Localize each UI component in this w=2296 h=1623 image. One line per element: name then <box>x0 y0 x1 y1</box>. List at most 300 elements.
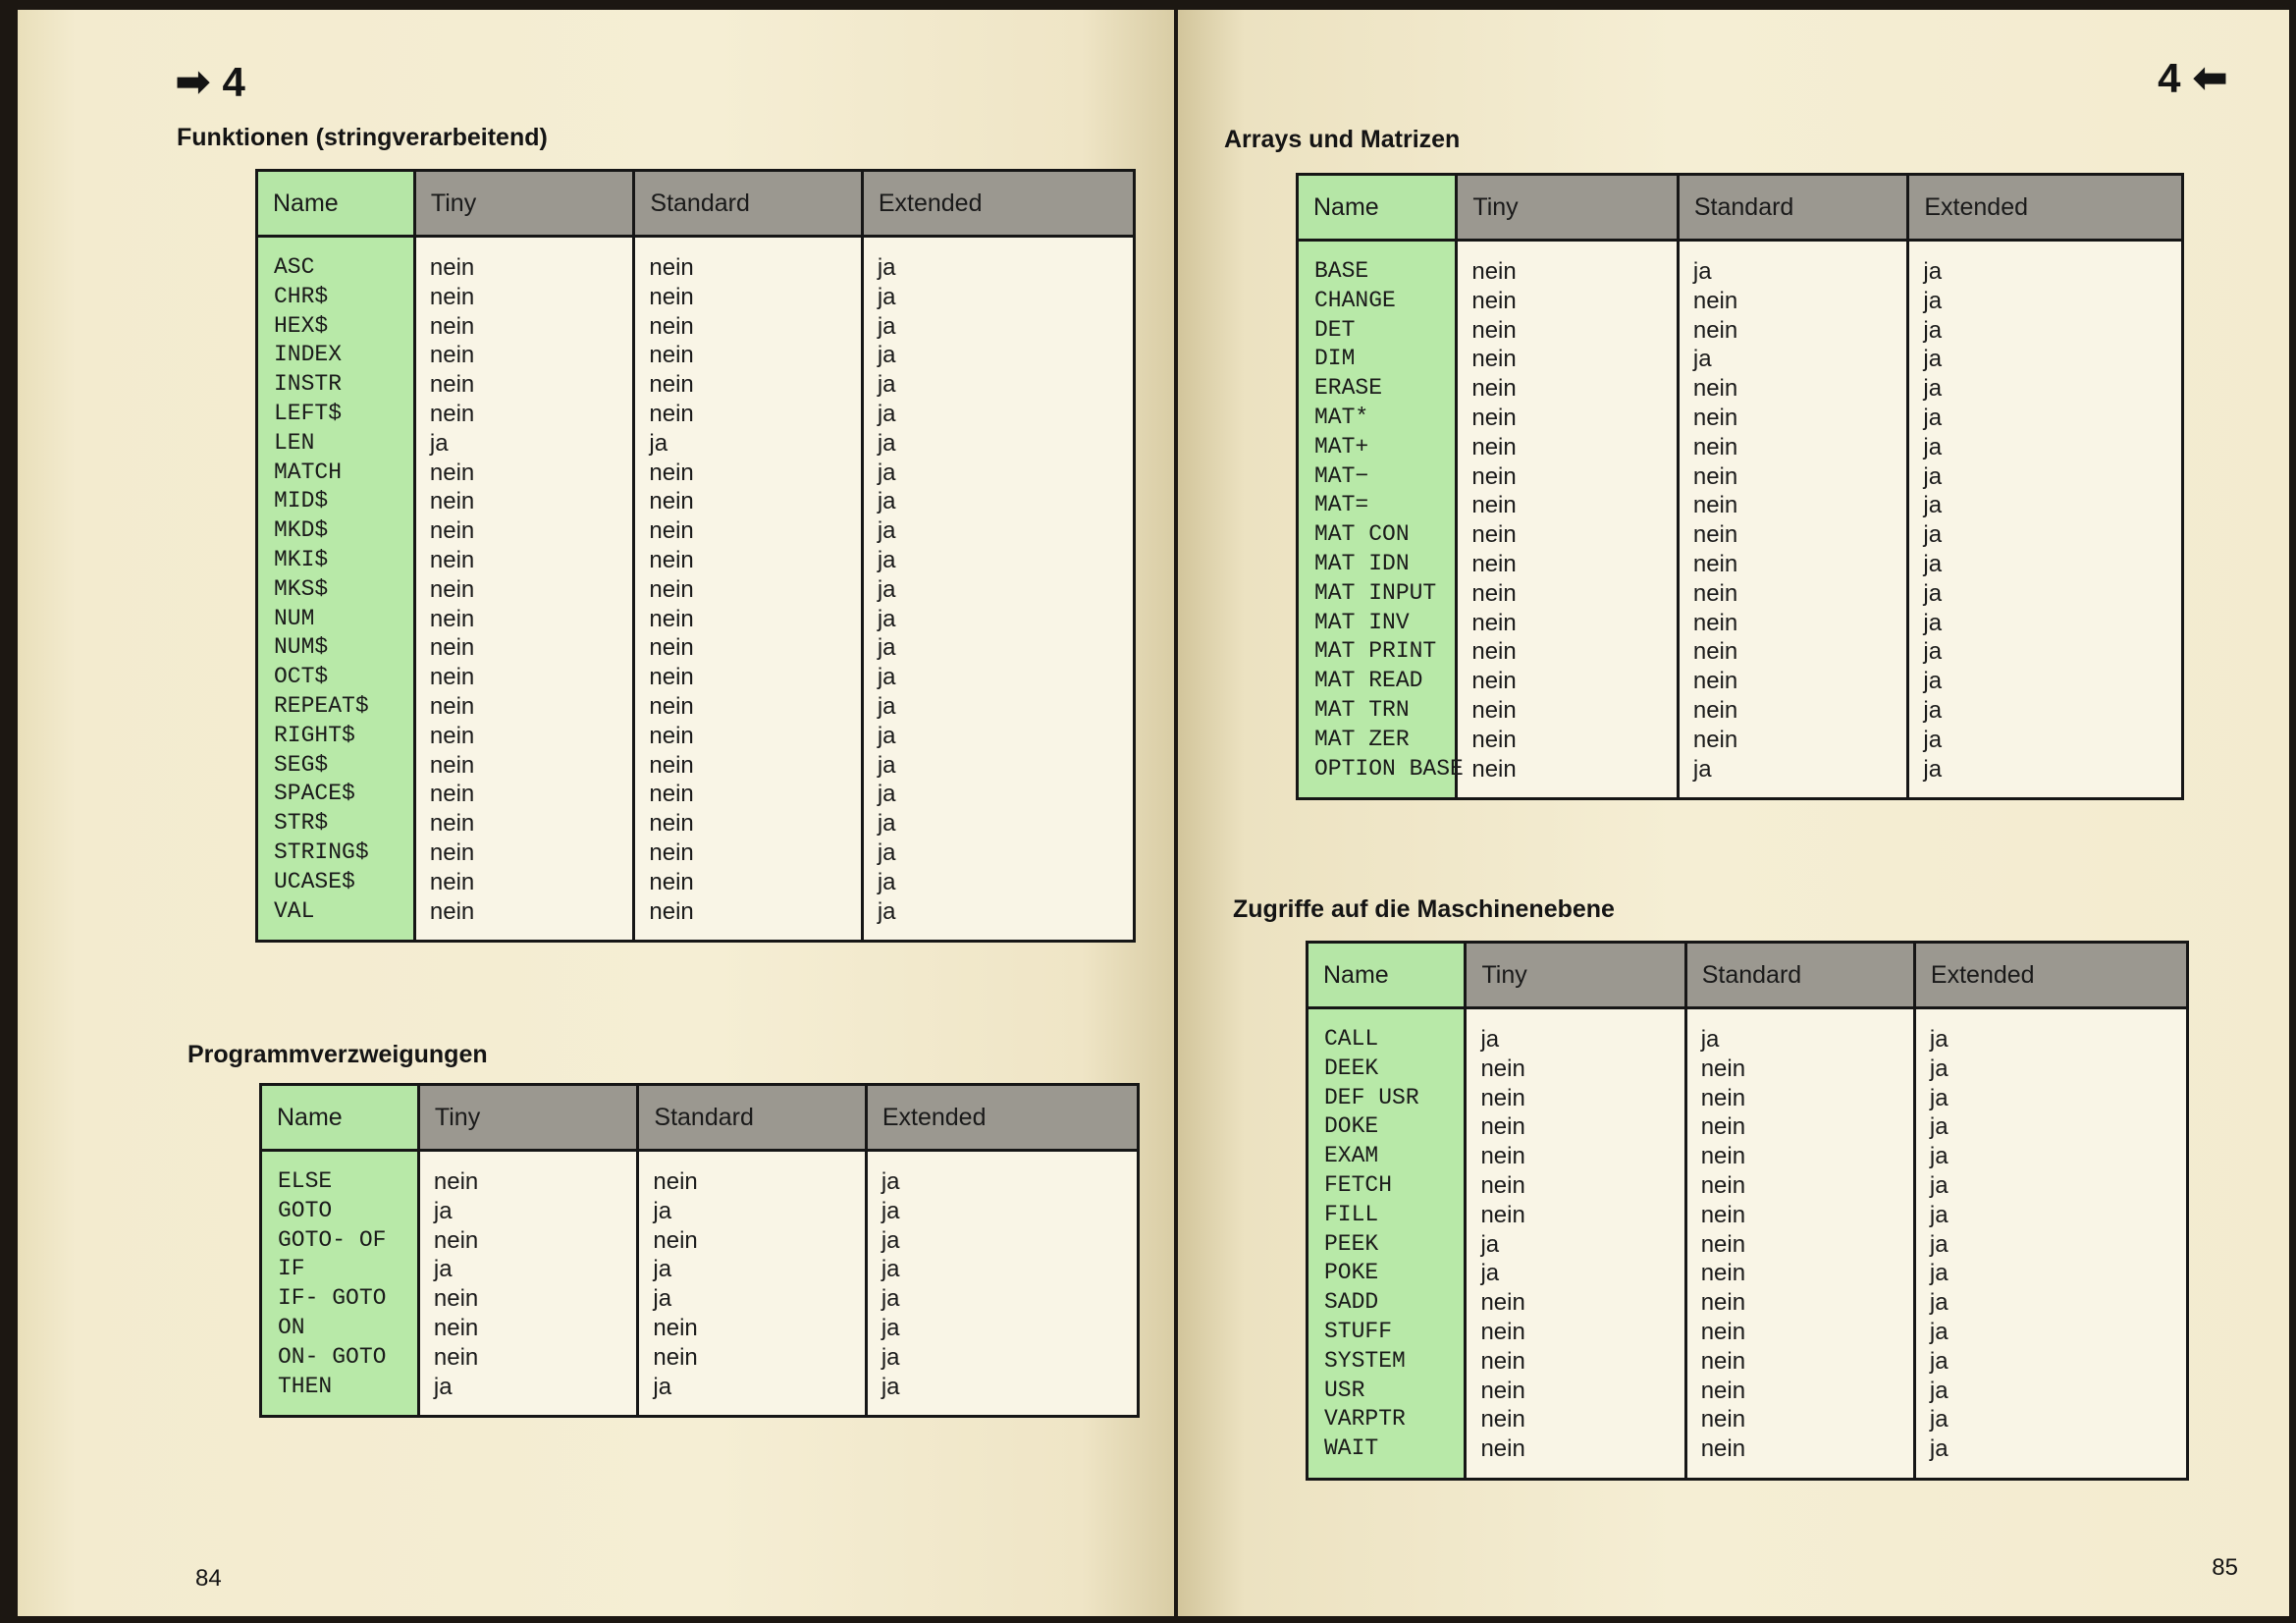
keyword-cell: RIGHT$ <box>274 722 355 748</box>
column-header-standard: Standard <box>1678 175 1908 241</box>
support-cell: nein <box>653 1226 698 1254</box>
support-cell: ja <box>1929 1055 1949 1082</box>
keyword-cell: MAT INV <box>1314 609 1410 635</box>
support-cell: ja <box>1923 316 1943 344</box>
column-header-standard: Standard <box>634 171 862 237</box>
support-cell: nein <box>1700 1230 1746 1258</box>
support-cell: ja <box>1929 1289 1949 1317</box>
column-extended <box>866 1151 1138 1417</box>
keyword-cell: THEN <box>278 1373 333 1399</box>
support-cell: ja <box>877 692 896 720</box>
support-cell: nein <box>1700 1055 1746 1082</box>
section-title: Programmverzweigungen <box>187 1041 488 1068</box>
support-cell: ja <box>653 1285 672 1313</box>
support-cell: ja <box>877 575 896 603</box>
support-cell: nein <box>433 1285 479 1313</box>
support-cell: ja <box>881 1197 900 1224</box>
chapter-number: 4 <box>222 59 245 105</box>
support-cell: ja <box>881 1168 900 1195</box>
column-names <box>261 1151 419 1417</box>
keyword-cell: UCASE$ <box>274 868 355 894</box>
support-cell: ja <box>1923 433 1943 460</box>
support-cell: nein <box>1471 609 1517 636</box>
column-header-extended: Extended <box>862 171 1134 237</box>
right-page <box>1178 10 2289 1616</box>
column-header-tiny: Tiny <box>1457 175 1679 241</box>
support-cell: ja <box>1692 258 1712 285</box>
column-extended <box>1914 1008 2187 1480</box>
support-cell: ja <box>877 664 896 691</box>
column-names <box>257 237 415 942</box>
support-cell: nein <box>429 254 475 281</box>
support-cell: ja <box>877 371 896 399</box>
support-cell: ja <box>653 1256 672 1283</box>
keyword-cell: HEX$ <box>274 312 329 339</box>
keyword-cell: MKD$ <box>274 517 329 544</box>
section-title: Arrays und Matrizen <box>1224 126 1461 153</box>
support-cell: ja <box>881 1285 900 1313</box>
support-cell: ja <box>877 634 896 662</box>
support-cell: nein <box>1700 1143 1746 1170</box>
support-cell: nein <box>1471 638 1517 666</box>
support-cell: nein <box>1480 1406 1525 1434</box>
support-cell: nein <box>1700 1347 1746 1375</box>
keyword-cell: POKE <box>1324 1260 1379 1286</box>
support-cell: ja <box>877 517 896 545</box>
page-number: 84 <box>195 1565 222 1592</box>
keyword-cell: MAT IDN <box>1314 550 1410 576</box>
support-cell: ja <box>1923 668 1943 695</box>
support-cell: nein <box>433 1314 479 1341</box>
support-cell: nein <box>1471 726 1517 753</box>
keyword-cell: EXAM <box>1324 1143 1379 1169</box>
support-cell: ja <box>1923 404 1943 431</box>
support-cell: nein <box>1692 375 1738 403</box>
support-cell: ja <box>1929 1026 1949 1053</box>
keyword-cell: CALL <box>1324 1026 1379 1052</box>
body-row <box>261 1151 1139 1417</box>
keyword-cell: MID$ <box>274 488 329 514</box>
support-cell: nein <box>1700 1435 1746 1463</box>
support-cell: ja <box>877 546 896 573</box>
support-cell: ja <box>1923 346 1943 373</box>
column-extended <box>862 237 1134 942</box>
keyword-cell: STRING$ <box>274 839 369 865</box>
keyword-cell: VAL <box>274 897 315 924</box>
column-names <box>1298 241 1464 799</box>
support-cell: nein <box>429 342 475 369</box>
column-tiny <box>414 237 634 942</box>
support-cell: nein <box>653 1314 698 1341</box>
support-cell: nein <box>429 781 475 808</box>
support-cell: ja <box>1692 755 1712 783</box>
keyword-cell: MATCH <box>274 459 343 485</box>
keyword-cell: IF- GOTO <box>278 1285 387 1312</box>
support-cell: nein <box>429 722 475 749</box>
support-cell: ja <box>429 429 449 457</box>
keyword-cell: NUM <box>274 605 315 631</box>
support-cell: ja <box>1923 696 1943 724</box>
keyword-cell: MKI$ <box>274 546 329 572</box>
support-cell: ja <box>1923 375 1943 403</box>
chapter-number: 4 <box>2158 55 2181 101</box>
support-cell: nein <box>1471 462 1517 490</box>
support-cell: nein <box>1471 521 1517 549</box>
column-header-tiny: Tiny <box>1466 943 1685 1008</box>
support-cell: nein <box>429 459 475 486</box>
support-cell: nein <box>429 400 475 427</box>
branching-table <box>259 1083 1140 1418</box>
support-cell: ja <box>1929 1113 1949 1141</box>
support-cell: nein <box>429 371 475 399</box>
support-cell: ja <box>877 605 896 632</box>
support-cell: ja <box>1923 726 1943 753</box>
support-cell: nein <box>1692 609 1738 636</box>
support-cell: nein <box>1700 1289 1746 1317</box>
column-header-standard: Standard <box>638 1085 866 1151</box>
support-cell: ja <box>877 722 896 749</box>
support-cell: nein <box>1700 1084 1746 1111</box>
keyword-cell: SPACE$ <box>274 781 355 807</box>
support-cell: ja <box>433 1197 453 1224</box>
support-cell: nein <box>429 634 475 662</box>
keyword-cell: INDEX <box>274 342 343 368</box>
support-cell: nein <box>1480 1435 1525 1463</box>
header-row <box>1308 943 2188 1008</box>
keyword-cell: REPEAT$ <box>274 692 369 719</box>
support-cell: nein <box>1480 1171 1525 1199</box>
support-cell: nein <box>1700 1171 1746 1199</box>
column-header-name: Name <box>261 1085 419 1151</box>
support-cell: nein <box>1480 1113 1525 1141</box>
arrays-table <box>1296 173 2184 800</box>
support-cell: ja <box>877 400 896 427</box>
body-row <box>257 237 1135 942</box>
support-cell: nein <box>649 692 694 720</box>
keyword-cell: PEEK <box>1324 1230 1379 1257</box>
support-cell: nein <box>1692 579 1738 607</box>
support-cell: nein <box>649 634 694 662</box>
arrow-left-icon: ⬅ <box>2192 53 2228 103</box>
keyword-cell: INSTR <box>274 371 343 398</box>
keyword-cell: LEFT$ <box>274 400 343 426</box>
column-extended <box>1908 241 2183 799</box>
support-cell: nein <box>649 605 694 632</box>
keyword-cell: WAIT <box>1324 1435 1379 1462</box>
support-cell: nein <box>649 459 694 486</box>
support-cell: nein <box>429 312 475 340</box>
support-cell: nein <box>1471 346 1517 373</box>
support-cell: nein <box>1471 316 1517 344</box>
support-cell: ja <box>1923 755 1943 783</box>
support-cell: nein <box>653 1168 698 1195</box>
support-cell: nein <box>1692 316 1738 344</box>
keyword-cell: SEG$ <box>274 751 329 778</box>
support-cell: ja <box>1923 492 1943 519</box>
keyword-cell: MAT* <box>1314 404 1369 430</box>
support-cell: ja <box>1923 258 1943 285</box>
support-cell: ja <box>881 1373 900 1400</box>
support-cell: nein <box>1692 287 1738 314</box>
support-cell: nein <box>429 575 475 603</box>
keyword-cell: DOKE <box>1324 1113 1379 1140</box>
column-header-extended: Extended <box>1914 943 2187 1008</box>
support-cell: nein <box>1471 755 1517 783</box>
keyword-cell: MAT+ <box>1314 433 1369 460</box>
support-cell: nein <box>653 1343 698 1371</box>
support-cell: ja <box>1923 579 1943 607</box>
support-cell: nein <box>1700 1318 1746 1345</box>
keyword-cell: MKS$ <box>274 575 329 602</box>
support-cell: ja <box>433 1373 453 1400</box>
support-cell: ja <box>1929 1377 1949 1404</box>
keyword-cell: SYSTEM <box>1324 1347 1406 1374</box>
support-cell: nein <box>649 312 694 340</box>
keyword-cell: MAT− <box>1314 462 1369 489</box>
support-cell: ja <box>1923 609 1943 636</box>
support-cell: ja <box>881 1256 900 1283</box>
support-cell: nein <box>1471 287 1517 314</box>
support-cell: nein <box>649 868 694 895</box>
support-cell: nein <box>1700 1201 1746 1228</box>
support-cell: nein <box>429 692 475 720</box>
keyword-cell: ERASE <box>1314 375 1383 402</box>
support-cell: ja <box>1929 1347 1949 1375</box>
column-header-extended: Extended <box>1908 175 2183 241</box>
support-cell: nein <box>429 488 475 515</box>
support-cell: nein <box>649 371 694 399</box>
keyword-cell: CHR$ <box>274 283 329 309</box>
support-cell: nein <box>1692 696 1738 724</box>
keyword-cell: BASE <box>1314 258 1369 284</box>
support-cell: nein <box>1471 668 1517 695</box>
support-cell: nein <box>1471 696 1517 724</box>
support-cell: nein <box>1692 521 1738 549</box>
support-cell: nein <box>429 868 475 895</box>
support-cell: ja <box>877 283 896 310</box>
support-cell: nein <box>1471 375 1517 403</box>
support-cell: nein <box>429 810 475 838</box>
support-cell: nein <box>1471 550 1517 577</box>
support-cell: nein <box>649 839 694 866</box>
support-cell: nein <box>649 283 694 310</box>
machine-access-table <box>1306 941 2189 1481</box>
support-cell: ja <box>881 1343 900 1371</box>
section-title: Zugriffe auf die Maschinenebene <box>1233 895 1615 923</box>
column-standard <box>634 237 862 942</box>
support-cell: ja <box>877 342 896 369</box>
support-cell: ja <box>1929 1406 1949 1434</box>
keyword-cell: ON <box>278 1314 305 1340</box>
keyword-cell: LEN <box>274 429 315 456</box>
keyword-cell: DEF USR <box>1324 1084 1419 1110</box>
support-cell: ja <box>1929 1171 1949 1199</box>
support-cell: nein <box>649 664 694 691</box>
functions-table <box>255 169 1136 943</box>
support-cell: ja <box>653 1197 672 1224</box>
support-cell: nein <box>1692 433 1738 460</box>
column-standard <box>1678 241 1908 799</box>
keyword-cell: GOTO- OF <box>278 1226 387 1253</box>
support-cell: nein <box>429 605 475 632</box>
support-cell: nein <box>649 546 694 573</box>
keyword-cell: CHANGE <box>1314 287 1396 313</box>
support-cell: ja <box>433 1256 453 1283</box>
support-cell: nein <box>433 1343 479 1371</box>
support-cell: nein <box>1471 492 1517 519</box>
keyword-cell: OPTION BASE <box>1314 755 1464 782</box>
support-cell: nein <box>429 897 475 925</box>
column-tiny <box>418 1151 638 1417</box>
chapter-marker-left <box>175 57 245 107</box>
support-cell: ja <box>877 459 896 486</box>
keyword-cell: FILL <box>1324 1201 1379 1227</box>
support-cell: ja <box>1923 287 1943 314</box>
keyword-cell: MAT= <box>1314 492 1369 518</box>
column-header-name: Name <box>1298 175 1457 241</box>
keyword-cell: MAT CON <box>1314 521 1410 548</box>
page-number: 85 <box>2212 1554 2238 1581</box>
support-cell: nein <box>433 1226 479 1254</box>
support-cell: ja <box>1929 1201 1949 1228</box>
support-cell: ja <box>653 1373 672 1400</box>
keyword-cell: USR <box>1324 1377 1365 1403</box>
keyword-cell: MAT INPUT <box>1314 579 1437 606</box>
support-cell: ja <box>1923 462 1943 490</box>
support-cell: ja <box>877 839 896 866</box>
body-row <box>1298 241 2183 799</box>
support-cell: nein <box>429 546 475 573</box>
column-header-tiny: Tiny <box>418 1085 638 1151</box>
keyword-cell: ELSE <box>278 1168 333 1194</box>
column-standard <box>1685 1008 1914 1480</box>
support-cell: nein <box>649 810 694 838</box>
support-cell: nein <box>649 254 694 281</box>
support-cell: ja <box>1929 1143 1949 1170</box>
keyword-cell: MAT PRINT <box>1314 638 1437 665</box>
keyword-cell: VARPTR <box>1324 1406 1406 1433</box>
support-cell: ja <box>1929 1084 1949 1111</box>
column-header-name: Name <box>257 171 415 237</box>
support-cell: nein <box>1480 1347 1525 1375</box>
support-cell: nein <box>649 575 694 603</box>
support-cell: ja <box>1929 1318 1949 1345</box>
support-cell: ja <box>881 1226 900 1254</box>
header-row <box>257 171 1135 237</box>
keyword-cell: GOTO <box>278 1197 333 1223</box>
support-cell: nein <box>1692 462 1738 490</box>
support-cell: ja <box>877 312 896 340</box>
column-header-extended: Extended <box>866 1085 1138 1151</box>
support-cell: nein <box>429 283 475 310</box>
support-cell: nein <box>429 751 475 779</box>
keyword-cell: NUM$ <box>274 634 329 661</box>
keyword-cell: IF <box>278 1256 305 1282</box>
support-cell: ja <box>877 810 896 838</box>
support-cell: nein <box>649 722 694 749</box>
support-cell: nein <box>1480 1055 1525 1082</box>
keyword-cell: SADD <box>1324 1289 1379 1316</box>
support-cell: nein <box>1480 1084 1525 1111</box>
column-header-standard: Standard <box>1685 943 1914 1008</box>
support-cell: ja <box>1700 1026 1720 1053</box>
support-cell: ja <box>877 751 896 779</box>
support-cell: nein <box>1700 1260 1746 1287</box>
support-cell: nein <box>429 839 475 866</box>
support-cell: nein <box>649 488 694 515</box>
support-cell: ja <box>877 254 896 281</box>
keyword-cell: ASC <box>274 254 315 280</box>
column-header-name: Name <box>1308 943 1466 1008</box>
support-cell: nein <box>1471 258 1517 285</box>
support-cell: nein <box>429 517 475 545</box>
keyword-cell: DEEK <box>1324 1055 1379 1081</box>
support-cell: ja <box>1692 346 1712 373</box>
support-cell: ja <box>649 429 668 457</box>
chapter-marker-right <box>2158 53 2228 103</box>
support-cell: nein <box>649 517 694 545</box>
support-cell: nein <box>1471 433 1517 460</box>
support-cell: ja <box>1480 1230 1500 1258</box>
keyword-cell: FETCH <box>1324 1171 1393 1198</box>
support-cell: ja <box>1923 550 1943 577</box>
support-cell: ja <box>1923 521 1943 549</box>
support-cell: nein <box>1692 550 1738 577</box>
keyword-cell: MAT ZER <box>1314 726 1410 752</box>
support-cell: nein <box>1471 579 1517 607</box>
support-cell: ja <box>877 897 896 925</box>
column-tiny <box>1466 1008 1685 1480</box>
keyword-cell: MAT READ <box>1314 668 1423 694</box>
support-cell: nein <box>649 781 694 808</box>
support-cell: ja <box>1929 1260 1949 1287</box>
column-names <box>1308 1008 1466 1480</box>
keyword-cell: STUFF <box>1324 1318 1393 1344</box>
support-cell: nein <box>649 400 694 427</box>
support-cell: nein <box>1692 404 1738 431</box>
support-cell: ja <box>1929 1230 1949 1258</box>
support-cell: nein <box>1471 404 1517 431</box>
column-tiny <box>1457 241 1679 799</box>
support-cell: nein <box>1692 492 1738 519</box>
header-row <box>1298 175 2183 241</box>
support-cell: nein <box>433 1168 479 1195</box>
support-cell: nein <box>1692 726 1738 753</box>
support-cell: nein <box>1480 1289 1525 1317</box>
support-cell: nein <box>649 342 694 369</box>
support-cell: ja <box>1480 1260 1500 1287</box>
support-cell: nein <box>1700 1377 1746 1404</box>
support-cell: ja <box>877 429 896 457</box>
support-cell: nein <box>649 751 694 779</box>
section-title: Funktionen (stringverarbeitend) <box>177 124 548 151</box>
keyword-cell: OCT$ <box>274 664 329 690</box>
body-row <box>1308 1008 2188 1480</box>
column-standard <box>638 1151 866 1417</box>
keyword-cell: DET <box>1314 316 1356 343</box>
support-cell: ja <box>881 1314 900 1341</box>
support-cell: nein <box>649 897 694 925</box>
keyword-cell: STR$ <box>274 810 329 837</box>
support-cell: ja <box>1923 638 1943 666</box>
keyword-cell: MAT TRN <box>1314 696 1410 723</box>
keyword-cell: DIM <box>1314 346 1356 372</box>
support-cell: nein <box>1700 1113 1746 1141</box>
left-page <box>18 10 1174 1616</box>
support-cell: nein <box>1700 1406 1746 1434</box>
support-cell: nein <box>1480 1318 1525 1345</box>
header-row <box>261 1085 1139 1151</box>
